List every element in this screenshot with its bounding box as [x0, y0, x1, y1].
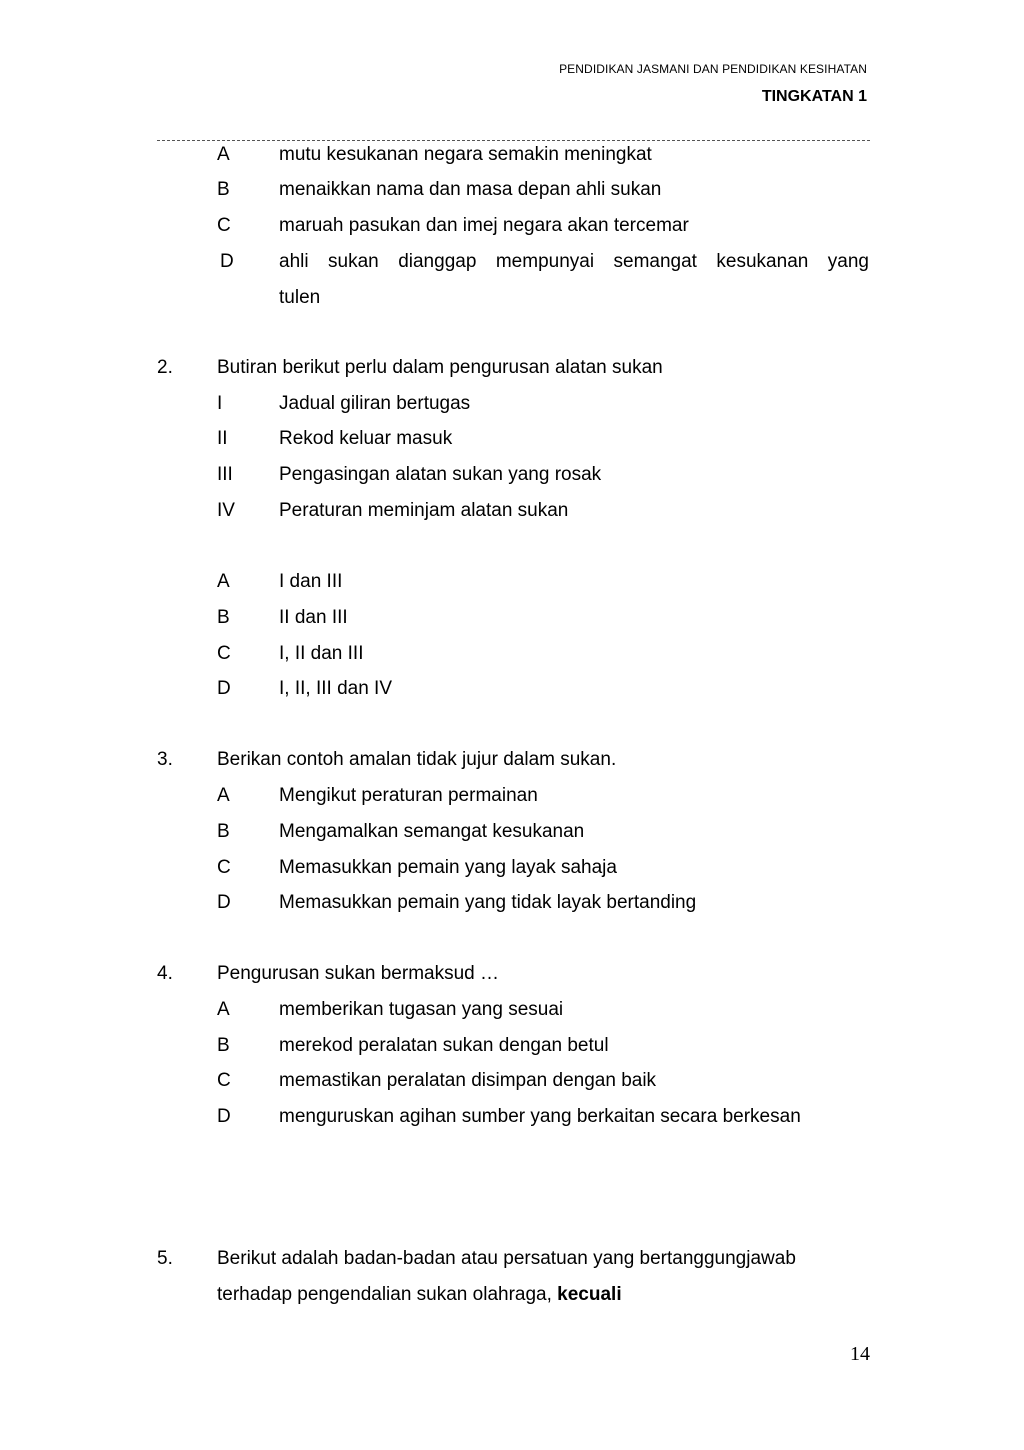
- q4-number: 4.: [157, 963, 173, 984]
- q2-option-a-letter: A: [217, 571, 230, 592]
- q2-option-b-letter: B: [217, 607, 230, 628]
- q2-option-b-text: II dan III: [279, 607, 348, 628]
- q5-stem-line1: Berikut adalah badan-badan atau persatuan yang bertanggungjawab: [217, 1248, 796, 1269]
- q5-number: 5.: [157, 1248, 173, 1269]
- q2-option-c-text: I, II dan III: [279, 643, 364, 664]
- q2-item-iii-text: Pengasingan alatan sukan yang rosak: [279, 464, 602, 485]
- q3-option-d-letter: D: [217, 892, 231, 913]
- q1-option-b-text: menaikkan nama dan masa depan ahli sukan: [279, 179, 662, 200]
- q1-option-a-text: mutu kesukanan negara semakin meningkat: [279, 144, 652, 165]
- q1-option-d-letter: D: [220, 251, 234, 272]
- q1-option-d-text-cont: tulen: [279, 287, 321, 308]
- q4-option-c-letter: C: [217, 1070, 231, 1091]
- q2-stem: Butiran berikut perlu dalam pengurusan alatan sukan: [217, 357, 663, 378]
- q3-option-c-letter: C: [217, 857, 231, 878]
- q1-option-c-letter: C: [217, 215, 231, 236]
- q4-option-b-text: merekod peralatan sukan dengan betul: [279, 1035, 609, 1056]
- q5-stem-text: terhadap pengendalian sukan olahraga,: [217, 1284, 552, 1305]
- q4-option-c-text: memastikan peralatan disimpan dengan baik: [279, 1070, 657, 1091]
- q3-stem: Berikan contoh amalan tidak jujur dalam sukan.: [217, 749, 617, 770]
- q4-stem: Pengurusan sukan bermaksud …: [217, 963, 499, 984]
- q4-option-d-text: menguruskan agihan sumber yang berkaitan secara berkesan: [279, 1106, 801, 1127]
- q1-option-b-letter: B: [217, 179, 230, 200]
- q2-option-c-letter: C: [217, 643, 231, 664]
- q3-option-c-text: Memasukkan pemain yang layak sahaja: [279, 857, 617, 878]
- q2-item-iv-text: Peraturan meminjam alatan sukan: [279, 500, 569, 521]
- q2-item-iii-numeral: III: [217, 464, 233, 485]
- q2-option-d-letter: D: [217, 678, 231, 699]
- q1-option-a-letter: A: [217, 144, 230, 165]
- q3-option-d-text: Memasukkan pemain yang tidak layak bertanding: [279, 892, 697, 913]
- q4-option-a-letter: A: [217, 999, 230, 1020]
- header-divider: [157, 140, 870, 141]
- q2-item-i-text: Jadual giliran bertugas: [279, 393, 471, 414]
- q2-item-i-numeral: I: [217, 393, 223, 414]
- q5-stem-emphasis: kecuali: [557, 1284, 622, 1305]
- page-number: 14: [850, 1343, 870, 1365]
- q2-option-a-text: I dan III: [279, 571, 343, 592]
- q2-option-d-text: I, II, III dan IV: [279, 678, 392, 699]
- header-title: TINGKATAN 1: [761, 88, 867, 105]
- q2-item-ii-numeral: II: [217, 428, 228, 449]
- q4-option-d-letter: D: [217, 1106, 231, 1127]
- q3-number: 3.: [157, 749, 173, 770]
- q2-item-iv-numeral: IV: [217, 500, 235, 521]
- q4-option-b-letter: B: [217, 1035, 230, 1056]
- q2-number: 2.: [157, 357, 173, 378]
- q4-option-a-text: memberikan tugasan yang sesuai: [279, 999, 564, 1020]
- q3-option-a-letter: A: [217, 785, 230, 806]
- q3-option-a-text: Mengikut peraturan permainan: [279, 785, 538, 806]
- q3-option-b-letter: B: [217, 821, 230, 842]
- q3-option-b-text: Mengamalkan semangat kesukanan: [279, 821, 585, 842]
- q1-option-d-text: ahli sukan dianggap mempunyai semangat kesukanan yang: [279, 251, 869, 272]
- header-subtitle: PENDIDIKAN JASMANI DAN PENDIDIKAN KESIHATAN: [559, 62, 867, 76]
- q2-item-ii-text: Rekod keluar masuk: [279, 428, 453, 449]
- q1-option-c-text: maruah pasukan dan imej negara akan tercemar: [279, 215, 689, 236]
- q5-stem-line2: [217, 1284, 622, 1306]
